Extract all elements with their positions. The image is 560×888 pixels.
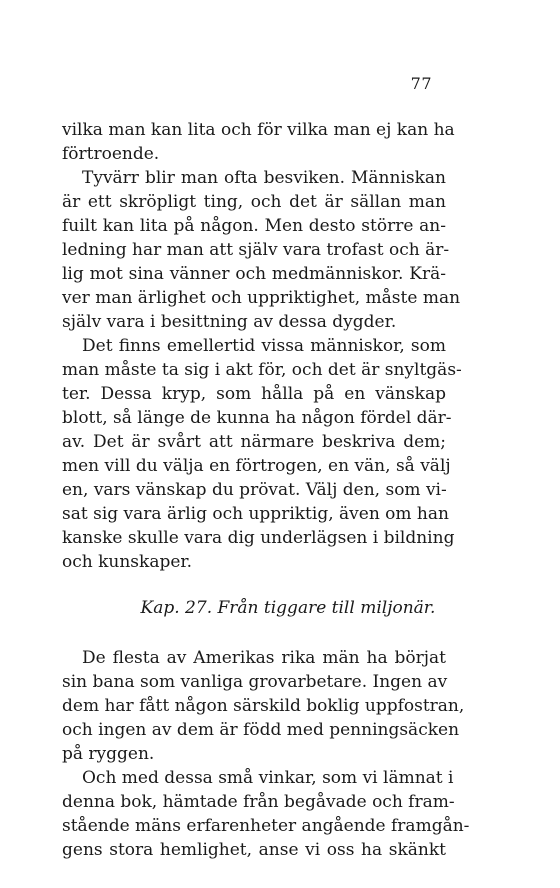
text-line: stående mäns erfarenheter angående framgån- [62, 816, 470, 836]
text-line: och kunskaper. [62, 552, 193, 572]
text-line: ter. Dessa kryp, som hålla på en vänskap [62, 384, 446, 404]
text-line: lig mot sina vänner och medmänniskor. Krä- [62, 264, 446, 284]
text-line: kanske skulle vara dig underlägsen i bildning [62, 528, 455, 548]
text-line: förtroende. [62, 144, 160, 164]
text-line: dem har fått någon särskild boklig uppfostran, [62, 696, 465, 716]
text-line: Tyvärr blir man ofta besviken. Människan [82, 168, 446, 188]
text-line: De flesta av Amerikas rika män ha börjat [82, 648, 446, 668]
text-line: Och med dessa små vinkar, som vi lämnat i [82, 768, 454, 788]
text-line: ledning har man att själv vara trofast och är- [62, 240, 450, 260]
text-line: fuilt kan lita på någon. Men desto större an- [62, 216, 446, 236]
page-number: 77 [410, 74, 432, 93]
chapter-heading: Kap. 27. Från tiggare till miljonär. [140, 598, 436, 618]
text-line: Det finns emellertid vissa människor, som [82, 336, 446, 356]
text-line: gens stora hemlighet, anse vi oss ha skänkt [62, 840, 446, 860]
text-line: blott, så länge de kunna ha någon fördel där- [62, 408, 452, 428]
text-line: sin bana som vanliga grovarbetare. Ingen av [62, 672, 448, 692]
text-line: men vill du välja en förtrogen, en vän, så välj [62, 456, 451, 476]
text-line: ver man ärlighet och uppriktighet, måste man [62, 288, 461, 308]
text-line: på ryggen. [62, 744, 155, 764]
text-line: vilka man kan lita och för vilka man ej kan ha [62, 120, 455, 140]
text-line: är ett skröpligt ting, och det är sällan man [62, 192, 446, 212]
text-line: en, vars vänskap du prövat. Välj den, som vi- [62, 480, 447, 500]
text-line: man måste ta sig i akt för, och det är snyltgäs- [62, 360, 462, 380]
text-line: sat sig vara ärlig och uppriktig, även om han [62, 504, 449, 524]
text-line: själv vara i besittning av dessa dygder. [62, 312, 397, 332]
text-line: denna bok, hämtade från begåvade och fram- [62, 792, 455, 812]
text-line: och ingen av dem är född med penningsäcken [62, 720, 460, 740]
text-line: av. Det är svårt att närmare beskriva dem; [62, 432, 446, 452]
